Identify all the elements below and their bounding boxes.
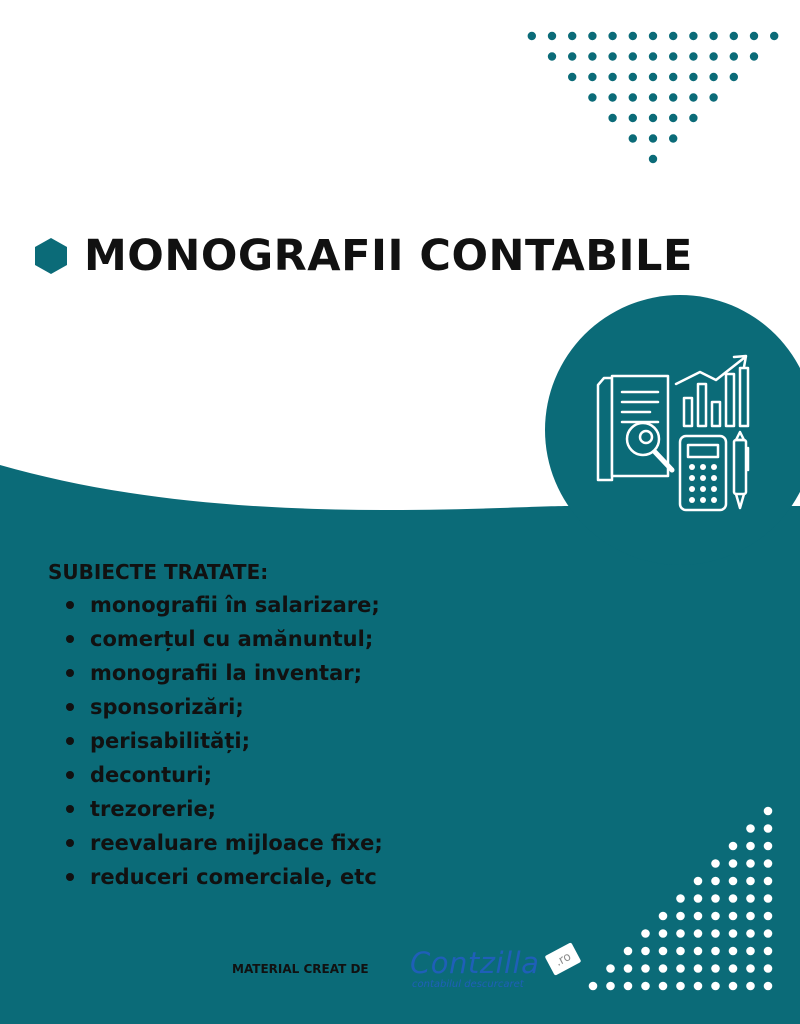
list-item — [64, 622, 383, 656]
calculator-key — [711, 475, 717, 481]
topic-text: deconturi; — [90, 763, 213, 787]
pattern-dot — [606, 964, 615, 973]
pattern-dot — [649, 73, 657, 81]
pattern-dot — [694, 894, 703, 903]
pattern-dot — [746, 964, 755, 973]
pattern-dot — [669, 32, 677, 40]
pattern-dot — [649, 93, 657, 101]
pattern-dot — [764, 912, 773, 921]
calculator-key — [689, 464, 695, 470]
pattern-dot — [649, 114, 657, 122]
pattern-dot — [711, 929, 720, 938]
bullet-icon — [66, 873, 74, 881]
pattern-dot — [669, 73, 677, 81]
bullet-icon — [66, 771, 74, 779]
pattern-dot — [746, 824, 755, 833]
calculator-key — [700, 486, 706, 492]
calculator-key — [711, 464, 717, 470]
footer-credit-label: MATERIAL CREAT DE — [232, 962, 369, 976]
pattern-dot — [624, 947, 633, 956]
pattern-dot — [649, 52, 657, 60]
pattern-dot — [764, 842, 773, 851]
logo-tagline: contabilul descurcaret — [412, 979, 524, 990]
pattern-dot — [764, 807, 773, 816]
pattern-dot — [711, 877, 720, 886]
topic-text: comerțul cu amănuntul; — [90, 627, 374, 651]
pattern-dot — [746, 859, 755, 868]
pattern-dot — [746, 842, 755, 851]
pattern-dot — [689, 52, 697, 60]
pattern-dot — [711, 947, 720, 956]
topic-list — [48, 588, 383, 894]
pattern-dot — [711, 859, 720, 868]
dot-pattern-top — [528, 32, 779, 163]
pattern-dot — [676, 964, 685, 973]
pattern-dot — [568, 73, 576, 81]
pattern-dot — [694, 929, 703, 938]
bullet-icon — [66, 839, 74, 847]
pattern-dot — [764, 877, 773, 886]
pattern-dot — [659, 964, 668, 973]
pattern-dot — [764, 929, 773, 938]
pattern-dot — [709, 52, 717, 60]
pattern-dot — [606, 982, 615, 991]
pattern-dot — [764, 947, 773, 956]
pattern-dot — [641, 982, 650, 991]
pattern-dot — [746, 877, 755, 886]
list-item — [64, 588, 383, 622]
pattern-dot — [608, 52, 616, 60]
pattern-dot — [689, 114, 697, 122]
pattern-dot — [588, 32, 596, 40]
pattern-dot — [629, 32, 637, 40]
pattern-dot — [669, 114, 677, 122]
pattern-dot — [694, 877, 703, 886]
pattern-dot — [608, 93, 616, 101]
pattern-dot — [689, 73, 697, 81]
pattern-dot — [729, 964, 738, 973]
bullet-icon — [66, 737, 74, 745]
pattern-dot — [659, 929, 668, 938]
pattern-dot — [649, 134, 657, 142]
list-item — [64, 690, 383, 724]
topic-text: monografii la inventar; — [90, 661, 362, 685]
pattern-dot — [729, 929, 738, 938]
pattern-dot — [729, 982, 738, 991]
topic-text: reduceri comerciale, etc — [90, 865, 377, 889]
pattern-dot — [711, 894, 720, 903]
pattern-dot — [659, 947, 668, 956]
calculator-key — [711, 486, 717, 492]
pattern-dot — [770, 32, 778, 40]
pattern-dot — [629, 134, 637, 142]
pattern-dot — [589, 982, 598, 991]
pattern-dot — [528, 32, 536, 40]
pattern-dot — [649, 32, 657, 40]
pattern-dot — [676, 947, 685, 956]
topic-text: monografii în salarizare; — [90, 593, 380, 617]
pattern-dot — [608, 73, 616, 81]
pattern-dot — [730, 52, 738, 60]
pattern-dot — [729, 877, 738, 886]
pattern-dot — [629, 73, 637, 81]
calculator-key — [689, 497, 695, 503]
pattern-dot — [764, 859, 773, 868]
topic-text: sponsorizări; — [90, 695, 244, 719]
pattern-dot — [669, 52, 677, 60]
bullet-icon — [66, 805, 74, 813]
pattern-dot — [709, 73, 717, 81]
calculator-key — [689, 475, 695, 481]
pattern-dot — [764, 982, 773, 991]
pattern-dot — [608, 114, 616, 122]
pattern-dot — [588, 93, 596, 101]
pattern-dot — [730, 73, 738, 81]
pattern-dot — [669, 134, 677, 142]
logo-badge: .ro — [545, 942, 582, 976]
pattern-dot — [750, 52, 758, 60]
list-item — [64, 860, 383, 894]
pattern-dot — [608, 32, 616, 40]
pattern-dot — [568, 32, 576, 40]
pattern-dot — [746, 947, 755, 956]
topic-text: perisabilități; — [90, 729, 250, 753]
hexagon-icon — [34, 237, 68, 275]
pattern-dot — [588, 73, 596, 81]
pattern-dot — [641, 964, 650, 973]
bullet-icon — [66, 669, 74, 677]
pattern-dot — [659, 982, 668, 991]
pattern-dot — [709, 32, 717, 40]
pattern-dot — [629, 52, 637, 60]
pattern-dot — [624, 964, 633, 973]
pattern-dot — [641, 929, 650, 938]
pattern-dot — [659, 912, 668, 921]
page-title: MONOGRAFII CONTABILE — [84, 231, 693, 281]
pattern-dot — [746, 894, 755, 903]
pattern-dot — [694, 912, 703, 921]
pattern-dot — [729, 947, 738, 956]
pattern-dot — [694, 982, 703, 991]
pattern-dot — [729, 859, 738, 868]
pattern-dot — [764, 894, 773, 903]
calculator-key — [711, 497, 717, 503]
pattern-dot — [624, 982, 633, 991]
pattern-dot — [750, 32, 758, 40]
pattern-dot — [711, 912, 720, 921]
pattern-dot — [711, 982, 720, 991]
calculator-key — [700, 497, 706, 503]
pattern-dot — [676, 894, 685, 903]
bullet-icon — [66, 635, 74, 643]
pattern-dot — [709, 93, 717, 101]
pattern-dot — [694, 964, 703, 973]
pattern-dot — [548, 32, 556, 40]
pattern-dot — [694, 947, 703, 956]
pattern-dot — [729, 912, 738, 921]
pattern-dot — [746, 912, 755, 921]
bullet-icon — [66, 703, 74, 711]
topics-heading: SUBIECTE TRATATE: — [48, 560, 269, 584]
pattern-dot — [568, 52, 576, 60]
pattern-dot — [729, 842, 738, 851]
calculator-key — [700, 464, 706, 470]
pattern-dot — [729, 894, 738, 903]
pattern-dot — [629, 93, 637, 101]
topics-section — [48, 560, 383, 894]
pattern-dot — [676, 982, 685, 991]
pattern-dot — [548, 52, 556, 60]
pattern-dot — [588, 52, 596, 60]
pattern-dot — [641, 947, 650, 956]
calculator-key — [689, 486, 695, 492]
topic-text: reevaluare mijloace fixe; — [90, 831, 383, 855]
pattern-dot — [764, 824, 773, 833]
contzilla-logo[interactable] — [410, 946, 580, 996]
pattern-dot — [649, 155, 657, 163]
pattern-dot — [669, 93, 677, 101]
list-item — [64, 792, 383, 826]
pattern-dot — [629, 114, 637, 122]
list-item — [64, 826, 383, 860]
pattern-dot — [676, 912, 685, 921]
pattern-dot — [689, 93, 697, 101]
pattern-dot — [711, 964, 720, 973]
calculator-key — [700, 475, 706, 481]
pattern-dot — [730, 32, 738, 40]
topic-text: trezorerie; — [90, 797, 217, 821]
list-item — [64, 656, 383, 690]
pattern-dot — [689, 32, 697, 40]
bullet-icon — [66, 601, 74, 609]
pattern-dot — [746, 982, 755, 991]
pattern-dot — [746, 929, 755, 938]
title-row — [34, 228, 693, 284]
pattern-dot — [676, 929, 685, 938]
list-item — [64, 724, 383, 758]
pattern-dot — [764, 964, 773, 973]
logo-name: Contzilla — [410, 946, 540, 980]
list-item — [64, 758, 383, 792]
